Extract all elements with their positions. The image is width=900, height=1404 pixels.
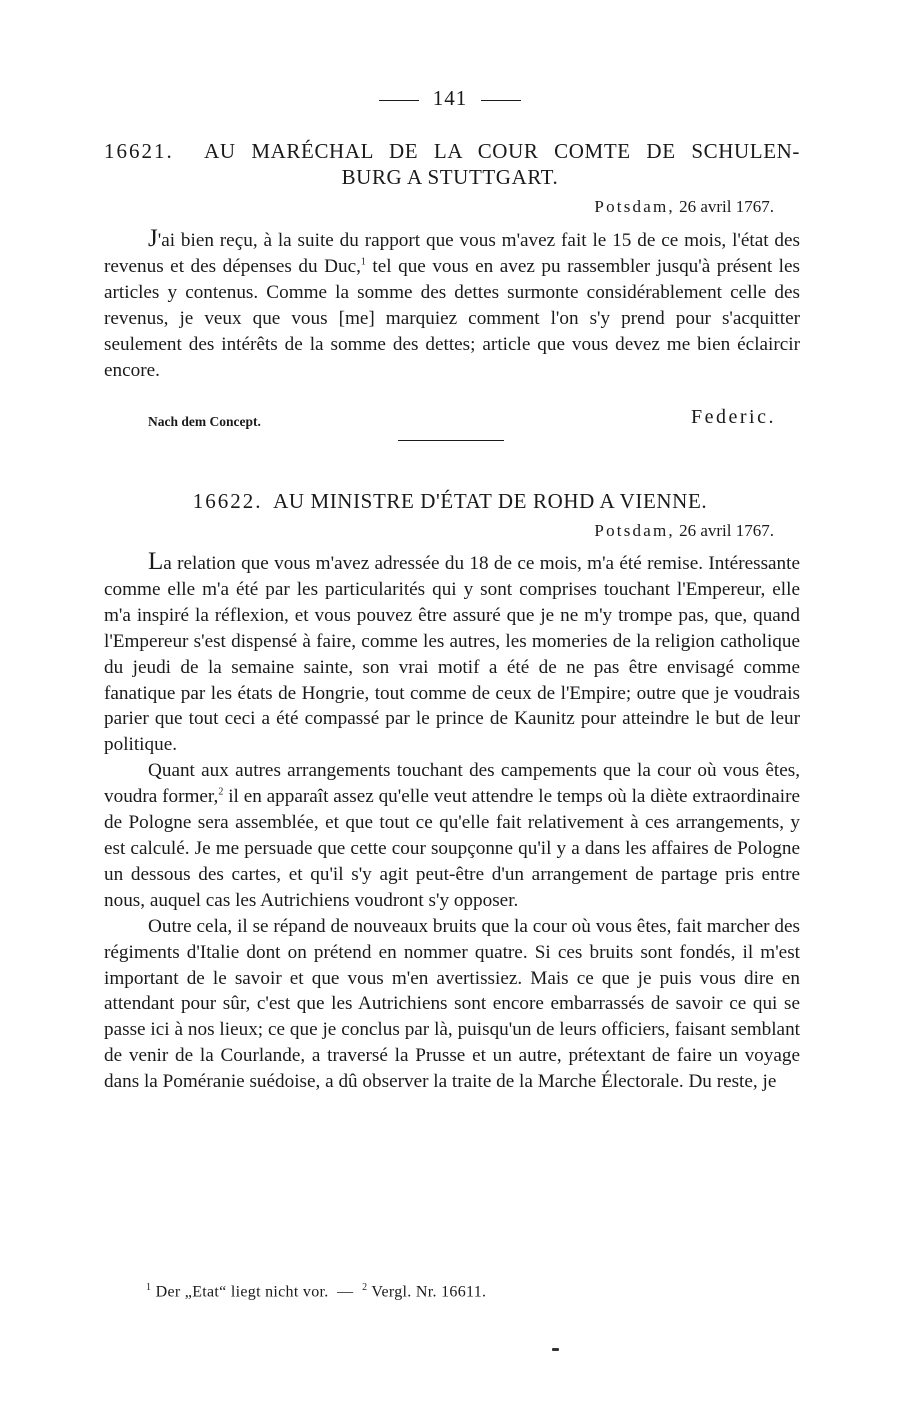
footnote-mark: 1 bbox=[146, 1282, 152, 1293]
footnote-reference: 1 bbox=[360, 256, 366, 268]
paragraph: J'ai bien reçu, à la suite du rapport que vous m'avez fait le 15 de ce mois, l'état des revenus et des dépenses du Duc,$^1$ tel que vous en avez pu rassembler jusqu'à présent les articles y contenus. Comme la somme des dettes surmonte considérablement celle des revenus, je veux que vous [me] marquiez comment l'on s'y prend pour s'acquitter seulement des intérêts de la somme des dettes; article que vous devez me bien éclaircir encore. bbox=[104, 225, 800, 381]
letter-body bbox=[104, 226, 800, 383]
letter-heading bbox=[0, 488, 900, 514]
letter-heading bbox=[104, 138, 800, 164]
dateline: Potsdam, 26 avril 1767. bbox=[594, 521, 774, 540]
letter-number: 16621. bbox=[104, 139, 174, 163]
footnote-text: Der „Etat“ liegt nicht vor. bbox=[155, 1283, 329, 1301]
paragraph: La relation que vous m'avez adressée du 18 de ce mois, m'a été remise. Intéressante comme elle m'a été par les particularités qui y sont comprises touchant l'Empereur, elle m'a inspiré la réflexion, et vous pouvez être assuré que je ne m'y trompe pas, que, quand l'Empereur s'est dispensé à faire, comme les autres, les momeries de la religion catholique du jeudi de la semaine sainte, son vrai motif a été de ne pas être envisagé comme fanatique par les états de Hongrie, tout comme de ceux de l'Empire; outre que je voudrais parier que tout ceci a été compassé par le prince de Kaunitz pour atteindre le but de leur politique. bbox=[104, 548, 800, 756]
page-number-dash-left bbox=[379, 100, 419, 101]
page-number: 141 bbox=[0, 86, 900, 111]
section-divider bbox=[398, 440, 504, 441]
paragraph: Quant aux autres arrangements touchant des campements que la cour où vous êtes, voudra former,$^2$ il en apparaît assez qu'elle veut attendre le temps où la diète extraordinaire de Pologne sera assemblée, et que tout ce qu'elle fait relativement à ces arrangements, y est calculé. Je me persuade que cette cour soupçonne qu'il y a dans les affaires de Pologne un dessous des cartes, et qu'il s'y agit peut-être d'un arrangement de partage pris entre nous, auquel cas les Autrichiens voudront s'y opposer. bbox=[104, 760, 801, 911]
signature: Federic. bbox=[691, 406, 776, 428]
source-note: Nach dem Concept. bbox=[148, 414, 261, 429]
letter-addressee: AU MARÉCHAL DE LA COUR COMTE DE SCHULEN- bbox=[204, 139, 801, 163]
letter-body bbox=[104, 549, 800, 1095]
letter-heading-continued: BURG A STUTTGART. bbox=[341, 165, 559, 189]
footnote-separator: — bbox=[337, 1283, 354, 1301]
footnotes bbox=[146, 1282, 486, 1301]
footnote-reference: 2 bbox=[218, 786, 224, 798]
dateline: Potsdam, 26 avril 1767. bbox=[594, 197, 774, 216]
letter-number: 16622. bbox=[192, 489, 263, 513]
printer-mark bbox=[552, 1348, 559, 1351]
footnote-text: Vergl. Nr. 16611. bbox=[371, 1283, 487, 1301]
footnote-mark: 2 bbox=[362, 1282, 368, 1293]
paragraph: Outre cela, il se répand de nouveaux bruits que la cour où vous êtes, fait marcher des régiments d'Italie dont on prétend en nommer quatre. Si ces bruits sont fondés, il m'est important de le savoir et que vous m'en avertissiez. Mais ce que je puis vous dire en attendant pour sûr, c'est que les Autrichiens sont encore embarrassés de savoir ce qui se passe ici à nos lieux; ce que je conclus par là, puisqu'un de leurs officiers, faisant semblant de venir de la Courlande, a traversé la Prusse et un autre, prétextant de faire un voyage dans la Poméranie suédoise, a dû observer la traite de la Marche Électorale. Du reste, je bbox=[104, 915, 800, 1093]
page-number-dash-right bbox=[481, 100, 521, 101]
letter-addressee: AU MINISTRE D'ÉTAT DE ROHD A VIENNE. bbox=[273, 489, 708, 513]
